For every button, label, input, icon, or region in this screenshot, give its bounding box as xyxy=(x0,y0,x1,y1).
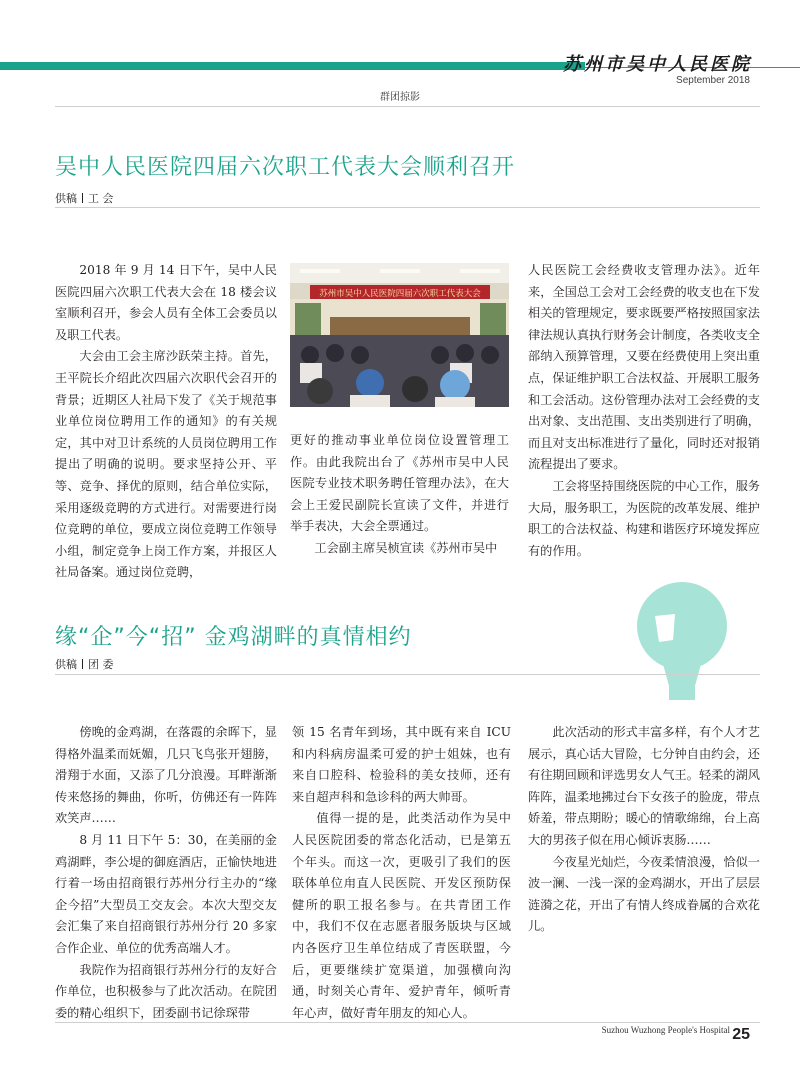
hospital-name: 苏州市吴中人民医院 xyxy=(563,54,752,75)
paragraph: 此次活动的形式丰富多样，有个人才艺展示，真心话大冒险，七分钟自由约会，还有往期回顾和评选男女人气王。轻柔的湖风阵阵，温柔地拂过台下女孩子的脸庞，带点娇羞，带点期盼；暖心的情歌绵绵，台上高大的男孩子似在用心倾诉衷肠…… xyxy=(528,725,760,847)
page-number: 25 xyxy=(732,1026,750,1043)
footer-divider xyxy=(55,1022,760,1023)
paragraph: 领 15 名青年到场，其中既有来自 ICU 和内科病房温柔可爱的护士姐妹，也有来自口腔科、检验科的美女技师，还有来自超声科和急诊科的两大帅哥。 xyxy=(292,725,511,804)
article1-byline xyxy=(55,190,114,206)
meeting-photo-illustration xyxy=(290,263,509,407)
byline-label: 供稿 xyxy=(55,658,77,671)
article1-column-2 xyxy=(290,430,509,560)
paragraph: 傍晚的金鸡湖，在落霞的余晖下，显得格外温柔而妩媚，几只飞鸟张开翅膀，滑翔于水面，又添了几分浪漫。耳畔渐渐传来悠扬的舞曲，你听，仿佛还有一阵阵欢笑声…… xyxy=(55,725,277,826)
article2-column-2 xyxy=(292,722,511,1024)
balloon-icon xyxy=(625,578,740,708)
paragraph: 更好的推动事业单位岗位设置管理工作。由此我院出台了《苏州市吴中人民医院专业技术职务聘任管理办法》，在大会上王爱民副院长宣读了文件，并进行举手表决，大会全票通过。 xyxy=(290,433,509,534)
meeting-photo xyxy=(290,263,509,407)
footer-hospital-name: Suzhou Wuzhong People's Hospital xyxy=(601,1025,730,1035)
article1-title: 吴中人民医院四届六次职工代表大会顺利召开 xyxy=(55,155,516,180)
byline-source: 工 会 xyxy=(88,192,114,205)
paragraph: 我院作为招商银行苏州分行的友好合作单位，也积极参与了此次活动。在院团委的精心组织下，团委副书记徐琛带 xyxy=(55,962,277,1020)
article2-byline xyxy=(55,656,114,672)
article1-rule xyxy=(55,207,760,208)
section-title: 群团掠影 xyxy=(380,92,420,103)
paragraph: 工会将坚持围绕医院的中心工作，服务大局，服务职工，为医院的改革发展、维护职工的合法权益、构建和谐医疗环境发挥应有的作用。 xyxy=(528,478,760,558)
paragraph: 人民医院工会经费收支管理办法》。近年来，全国总工会对工会经费的收支也在下发相关的管理规定，要求既要严格按照国家法律法规认真执行财务会计制度，各类收支全部纳入预算管理，又要在经费使用上突出重点，保证维护职工合法权益、开展职工服务和工会活动。这份管理办法对工会经费的支出对象、支出范围、支出类别进行了明确，而且对支出标准进行了量化，同时还对报销流程提出了要求。 xyxy=(528,263,760,472)
byline-label: 供稿 xyxy=(55,192,77,205)
paragraph: 工会副主席吴桢宣读《苏州市吴中 xyxy=(314,540,498,555)
paragraph: 值得一提的是，此类活动作为吴中人民医院团委的常态化活动，已是第五个年头。而这一次，更吸引了我们的医联体单位甪直人民医院、开发区预防保健所的职工报名参与。在共青团工作中，我们不仅在志愿者服务版块与区域内各医疗卫生单位结成了青医联盟，今后，更要继续扩宽渠道，加强横向沟通，时刻关心青年、爱护青年，倾听青年心声，做好青年朋友的知心人。 xyxy=(292,811,511,1020)
article1-column-3 xyxy=(528,260,760,562)
article2-column-1 xyxy=(55,722,277,1024)
article2-rule xyxy=(55,674,760,675)
paragraph: 大会由工会主席沙跃荣主持。首先，王平院长介绍此次四届六次职代会召开的背景；近期区人社局下发了《关于规范事业单位岗位聘用工作的通知》的有关规定，其中对卫计系统的人员岗位聘用工作提出了明确的说明。要求坚持公开、平等、竞争、择优的原则，结合单位实际，采用逐级竞聘的方式进行。对需要进行岗位竞聘的单位，要成立岗位竞聘工作领导小组，制定竞争上岗工作方案，并报区人社局备案。通过岗位竞聘， xyxy=(55,349,277,580)
photo-banner-text: 苏州市吴中人民医院四届六次职工代表大会 xyxy=(319,289,481,299)
paragraph: 8 月 11 日下午 5：30，在美丽的金鸡湖畔，李公堤的御庭酒店，正愉快地进行着一场由招商银行苏州分行主办的“缘企今招”大型员工交友会。本次大型交友会汇集了来自招商银行苏州分行 20 多家合作企业、单位的优秀高端人才。 xyxy=(55,832,277,955)
article2-column-3 xyxy=(528,722,760,938)
article1-column-1 xyxy=(55,260,277,584)
issue-date: September 2018 xyxy=(676,75,750,86)
paragraph: 2018 年 9 月 14 日下午，吴中人民医院四届六次职工代表大会在 18 楼会议室顺利召开，参会人员有全体工会委员以及职工代表。 xyxy=(55,263,277,342)
balloon-decoration xyxy=(625,578,740,708)
section-divider xyxy=(55,106,760,107)
header-accent-bar xyxy=(0,62,585,70)
paragraph: 今夜星光灿烂，今夜柔情浪漫，恰似一波一澜、一浅一深的金鸡湖水，开出了层层涟漪之花，开出了有情人终成眷属的合欢花儿。 xyxy=(528,854,760,934)
article2-title: 缘“企”今“招” 金鸡湖畔的真情相约 xyxy=(55,625,412,650)
byline-source: 团 委 xyxy=(88,658,114,671)
